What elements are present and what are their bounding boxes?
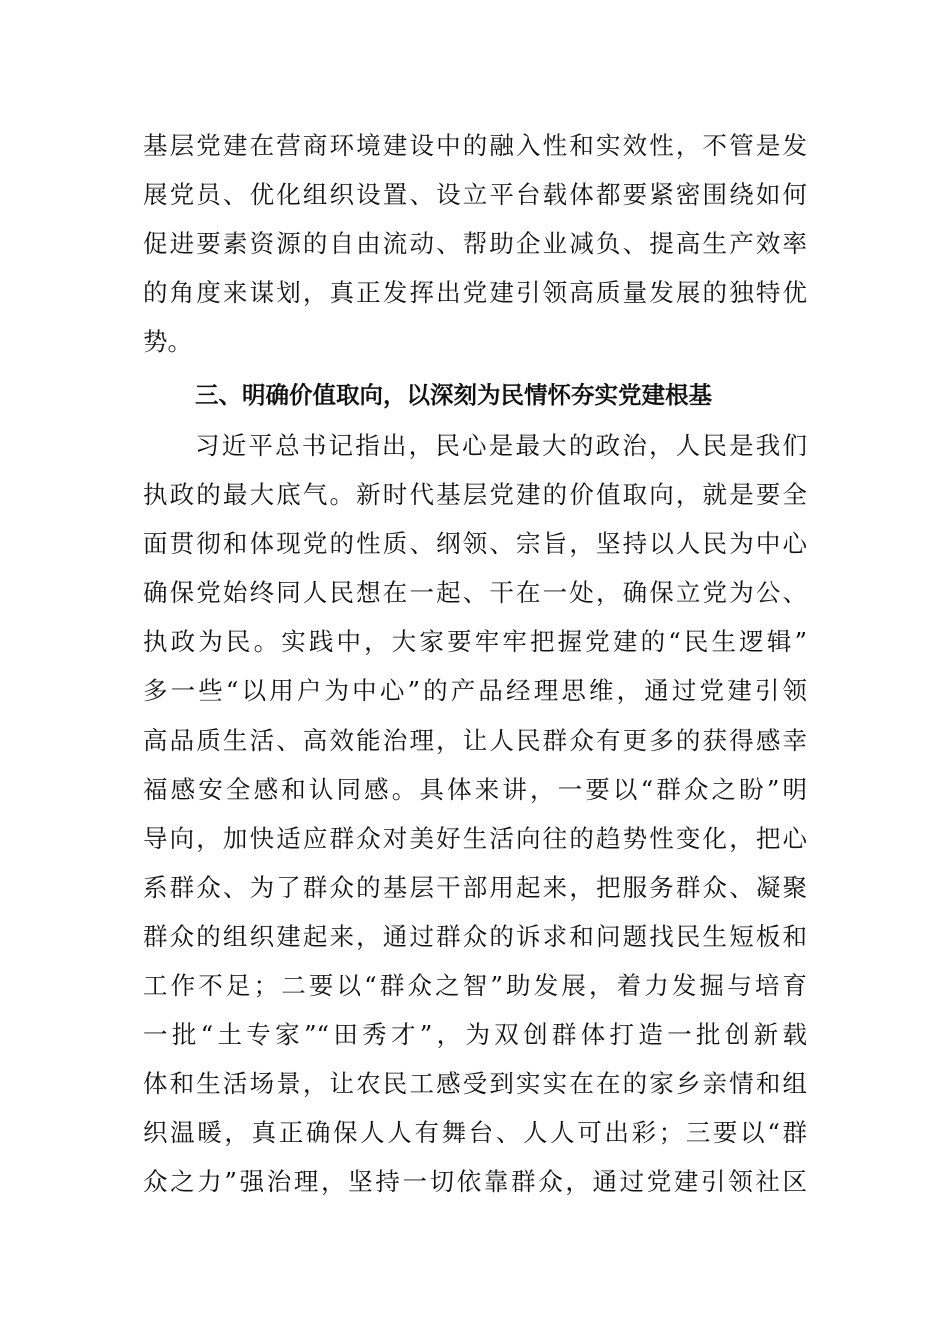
paragraph-line: 群众的组织建起来，通过群众的诉求和问题找民生短板和 xyxy=(143,921,807,951)
paragraph-line: 面贯彻和体现党的性质、纲领、宗旨，坚持以人民为中心 xyxy=(143,529,807,559)
paragraph-line: 的角度来谋划，真正发挥出党建引领高质量发展的独特优 xyxy=(143,278,807,308)
paragraph-2 xyxy=(143,421,807,1207)
paragraph-1 xyxy=(143,121,807,366)
paragraph-line: 织温暖，真正确保人人有舞台、人人可出彩；三要以“群 xyxy=(143,1118,807,1148)
paragraph-line: 一批“土专家”“田秀才”，为双创群体打造一批创新载 xyxy=(143,1020,807,1050)
paragraph-line: 基层党建在营商环境建设中的融入性和实效性，不管是发 xyxy=(143,131,807,160)
paragraph-line: 众之力”强治理，坚持一切依靠群众，通过党建引领社区 xyxy=(143,1167,807,1197)
paragraph-line: 福感安全感和认同感。具体来讲，一要以“群众之盼”明 xyxy=(143,774,807,804)
paragraph-line: 高品质生活、高效能治理，让人民群众有更多的获得感幸 xyxy=(143,725,807,755)
paragraph-line: 促进要素资源的自由流动、帮助企业减负、提高生产效率 xyxy=(143,229,807,259)
paragraph-line: 习近平总书记指出，民心是最大的政治，人民是我们 xyxy=(195,431,807,460)
paragraph-line: 多一些“以用户为中心”的产品经理思维，通过党建引领 xyxy=(143,676,807,706)
paragraph-line: 势。 xyxy=(143,327,192,357)
paragraph-line: 体和生活场景，让农民工感受到实实在在的家乡亲情和组 xyxy=(143,1069,807,1099)
paragraph-line: 执政的最大底气。新时代基层党建的价值取向，就是要全 xyxy=(143,480,807,510)
paragraph-line: 工作不足；二要以“群众之智”助发展，着力发掘与培育 xyxy=(143,971,807,1001)
section-heading: 三、明确价值取向，以深刻为民情怀夯实党建根基 xyxy=(195,381,712,409)
paragraph-line: 展党员、优化组织设置、设立平台载体都要紧密围绕如何 xyxy=(143,180,807,210)
paragraph-line: 导向，加快适应群众对美好生活向往的趋势性变化，把心 xyxy=(143,823,807,853)
paragraph-line: 执政为民。实践中，大家要牢牢把握党建的“民生逻辑” xyxy=(143,627,807,657)
paragraph-line: 确保党始终同人民想在一起、干在一处，确保立党为公、 xyxy=(143,578,807,608)
paragraph-line: 系群众、为了群众的基层干部用起来，把服务群众、凝聚 xyxy=(143,872,807,902)
